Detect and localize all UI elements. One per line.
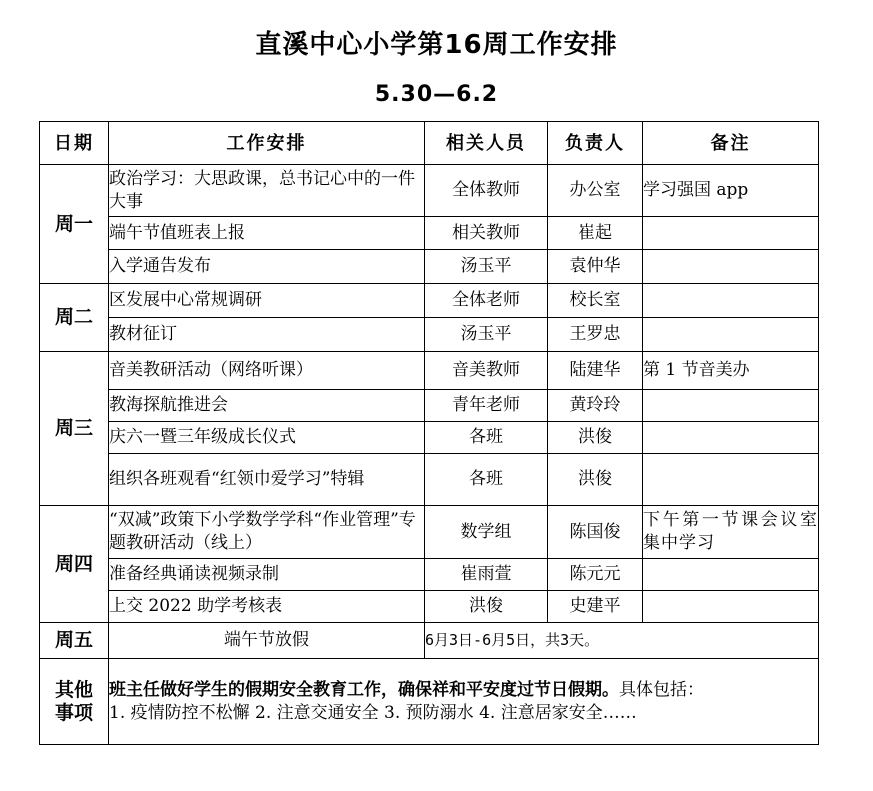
task-cell: 政治学习：大思政课，总书记心中的一件大事 bbox=[109, 165, 425, 217]
day-label-tuesday: 周二 bbox=[40, 284, 109, 352]
owner-cell: 陈国俊 bbox=[548, 506, 643, 559]
people-cell: 崔雨萱 bbox=[425, 559, 548, 591]
table-row bbox=[40, 352, 819, 390]
task-cell: 教海探航推进会 bbox=[109, 390, 425, 422]
table-row bbox=[40, 250, 819, 284]
day-label-thursday: 周四 bbox=[40, 506, 109, 623]
day-label-wednesday: 周三 bbox=[40, 352, 109, 506]
note-cell bbox=[643, 559, 819, 591]
other-label bbox=[40, 659, 109, 745]
people-cell: 青年老师 bbox=[425, 390, 548, 422]
table-row bbox=[40, 591, 819, 623]
date-range: 5.30—6.2 bbox=[374, 82, 499, 107]
header-note: 备注 bbox=[643, 122, 819, 165]
task-cell: 端午节值班表上报 bbox=[109, 217, 425, 250]
people-cell: 汤玉平 bbox=[425, 250, 548, 284]
owner-cell: 崔起 bbox=[548, 217, 643, 250]
task-cell: 入学通告发布 bbox=[109, 250, 425, 284]
friday-task-cell: 端午节放假 bbox=[109, 623, 425, 659]
header-people: 相关人员 bbox=[425, 122, 548, 165]
people-cell: 各班 bbox=[425, 454, 548, 506]
owner-cell: 办公室 bbox=[548, 165, 643, 217]
friday-dates-cell: 6月3日-6月5日，共3天。 bbox=[425, 623, 819, 659]
people-cell: 各班 bbox=[425, 422, 548, 454]
owner-cell: 黄玲玲 bbox=[548, 390, 643, 422]
people-cell: 汤玉平 bbox=[425, 318, 548, 352]
day-label-friday: 周五 bbox=[40, 623, 109, 659]
task-cell: 组织各班观看“红领巾爱学习”特辑 bbox=[109, 454, 425, 506]
header-owner: 负责人 bbox=[548, 122, 643, 165]
people-cell: 洪俊 bbox=[425, 591, 548, 623]
owner-cell: 王罗忠 bbox=[548, 318, 643, 352]
table-row bbox=[40, 506, 819, 559]
schedule-table bbox=[39, 121, 819, 745]
note-cell: 第 1 节音美办 bbox=[643, 352, 819, 390]
note-cell bbox=[643, 454, 819, 506]
table-row bbox=[40, 284, 819, 318]
table-row-other bbox=[40, 659, 819, 745]
people-cell: 数学组 bbox=[425, 506, 548, 559]
people-cell: 全体老师 bbox=[425, 284, 548, 318]
owner-cell: 陆建华 bbox=[548, 352, 643, 390]
task-cell: 区发展中心常规调研 bbox=[109, 284, 425, 318]
header-row bbox=[40, 122, 819, 165]
page-title: 直溪中心小学第16周工作安排 bbox=[255, 30, 618, 60]
table-row-friday bbox=[40, 623, 819, 659]
table-row bbox=[40, 217, 819, 250]
people-cell: 相关教师 bbox=[425, 217, 548, 250]
task-cell: 庆六一暨三年级成长仪式 bbox=[109, 422, 425, 454]
table-row bbox=[40, 390, 819, 422]
task-cell: 准备经典诵读视频录制 bbox=[109, 559, 425, 591]
people-cell: 全体教师 bbox=[425, 165, 548, 217]
task-cell: 上交 2022 助学考核表 bbox=[109, 591, 425, 623]
owner-cell: 史建平 bbox=[548, 591, 643, 623]
other-notice-line bbox=[109, 679, 818, 702]
owner-cell: 陈元元 bbox=[548, 559, 643, 591]
other-body bbox=[109, 659, 819, 745]
other-notice-tail: 具体包括： bbox=[619, 679, 704, 700]
table-row bbox=[40, 165, 819, 217]
table-row bbox=[40, 559, 819, 591]
note-cell bbox=[643, 217, 819, 250]
owner-cell: 洪俊 bbox=[548, 422, 643, 454]
note-cell bbox=[643, 591, 819, 623]
task-cell: “双减”政策下小学数学学科“作业管理”专题教研活动（线上） bbox=[109, 506, 425, 559]
owner-cell: 校长室 bbox=[548, 284, 643, 318]
note-cell bbox=[643, 422, 819, 454]
task-cell: 教材征订 bbox=[109, 318, 425, 352]
header-date: 日期 bbox=[40, 122, 109, 165]
table-row bbox=[40, 422, 819, 454]
day-label-monday: 周一 bbox=[40, 165, 109, 284]
other-notice-bold: 班主任做好学生的假期安全教育工作，确保祥和平安度过节日假期。 bbox=[109, 679, 619, 700]
other-items-line: 1. 疫情防控不松懈 2. 注意交通安全 3. 预防溺水 4. 注意居家安全…… bbox=[109, 702, 637, 723]
note-cell: 学习强国 app bbox=[643, 165, 819, 217]
note-cell: 下午第一节课会议室集中学习 bbox=[643, 506, 819, 559]
note-cell bbox=[643, 250, 819, 284]
note-cell bbox=[643, 318, 819, 352]
header-task: 工作安排 bbox=[109, 122, 425, 165]
other-label-text: 其他事项 bbox=[54, 678, 93, 724]
note-cell bbox=[643, 284, 819, 318]
task-cell: 音美教研活动（网络听课） bbox=[109, 352, 425, 390]
table-row bbox=[40, 454, 819, 506]
owner-cell: 袁仲华 bbox=[548, 250, 643, 284]
people-cell: 音美教师 bbox=[425, 352, 548, 390]
owner-cell: 洪俊 bbox=[548, 454, 643, 506]
table-row bbox=[40, 318, 819, 352]
note-cell bbox=[643, 390, 819, 422]
